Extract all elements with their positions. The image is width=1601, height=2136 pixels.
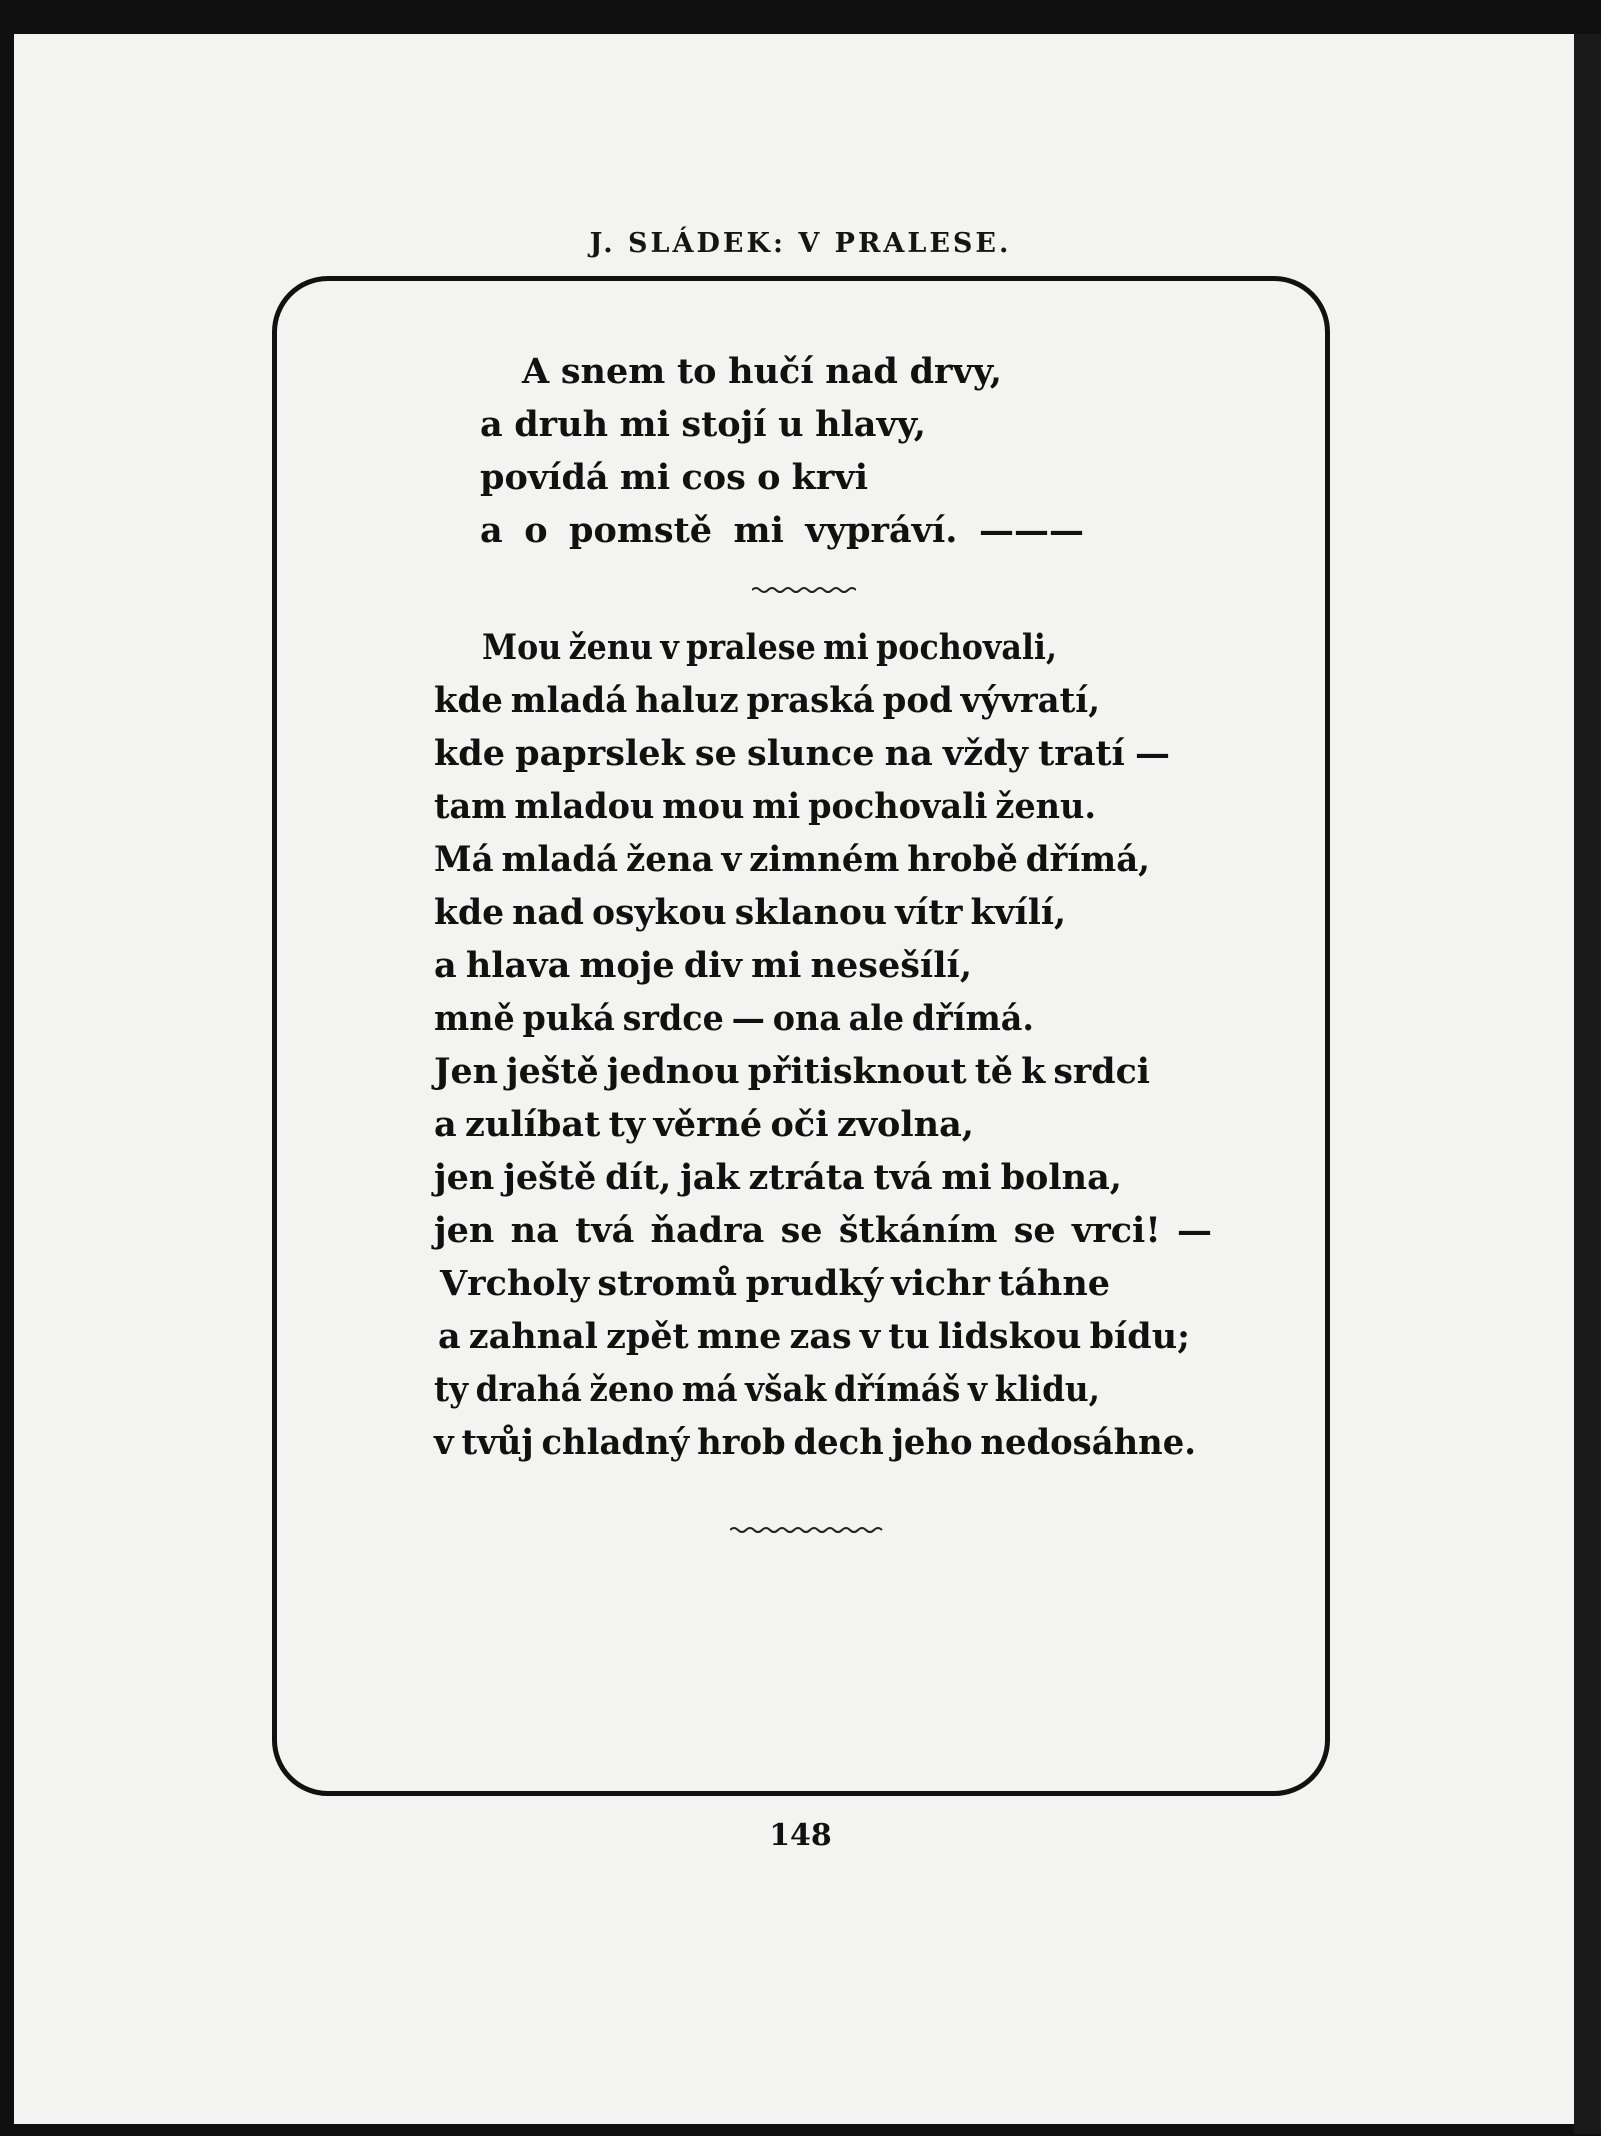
stanza-2-line-16: v tvůj chladný hrob dech jeho nedosáhne. xyxy=(434,1422,1196,1463)
stanza-2-line-14: a zahnal zpět mne zas v tu lidskou bídu; xyxy=(438,1316,1190,1357)
stanza-2-line-7: a hlava moje div mi nesešílí, xyxy=(434,945,972,986)
stanza-2-line-12: jen na tvá ňadra se štkáním se vrci! — xyxy=(434,1210,1212,1251)
running-header: J. SLÁDEK: V PRALESE. xyxy=(589,228,1012,259)
divider-ornament-1 xyxy=(752,584,856,596)
stanza-2-line-8: mně puká srdce — ona ale dřímá. xyxy=(434,998,1034,1039)
stanza-2-line-4: tam mladou mou mi pochovali ženu. xyxy=(434,786,1096,827)
stanza-2-line-1: Mou ženu v pralese mi pochovali, xyxy=(482,627,1057,668)
stanza-2-line-6: kde nad osykou sklanou vítr kvílí, xyxy=(434,892,1066,933)
stanza-2-line-9: Jen ještě jednou přitisknout tě k srdci xyxy=(434,1051,1150,1092)
page-number: 148 xyxy=(769,1818,832,1853)
stanza-1-line-2: a druh mi stojí u hlavy, xyxy=(480,404,926,445)
stanza-1-line-3: povídá mi cos o krvi xyxy=(480,457,868,498)
stanza-2-line-5: Má mladá žena v zimném hrobě dřímá, xyxy=(434,839,1150,880)
stanza-1-line-1: A snem to hučí nad drvy, xyxy=(522,351,1002,392)
stanza-2-line-2: kde mladá haluz praská pod vývratí, xyxy=(434,680,1100,721)
divider-ornament-2 xyxy=(730,1524,886,1536)
stanza-2-line-13: Vrcholy stromů prudký vichr táhne xyxy=(440,1263,1110,1304)
stanza-1-line-4: a o pomstě mi vypráví. ——— xyxy=(480,510,1084,551)
stanza-2-line-10: a zulíbat ty věrné oči zvolna, xyxy=(434,1104,974,1145)
stanza-2-line-15: ty drahá ženo má však dřímáš v klidu, xyxy=(434,1369,1100,1410)
stanza-2-line-3: kde paprslek se slunce na vždy tratí — xyxy=(434,733,1170,774)
stanza-2-line-11: jen ještě dít, jak ztráta tvá mi bolna, xyxy=(434,1157,1122,1198)
